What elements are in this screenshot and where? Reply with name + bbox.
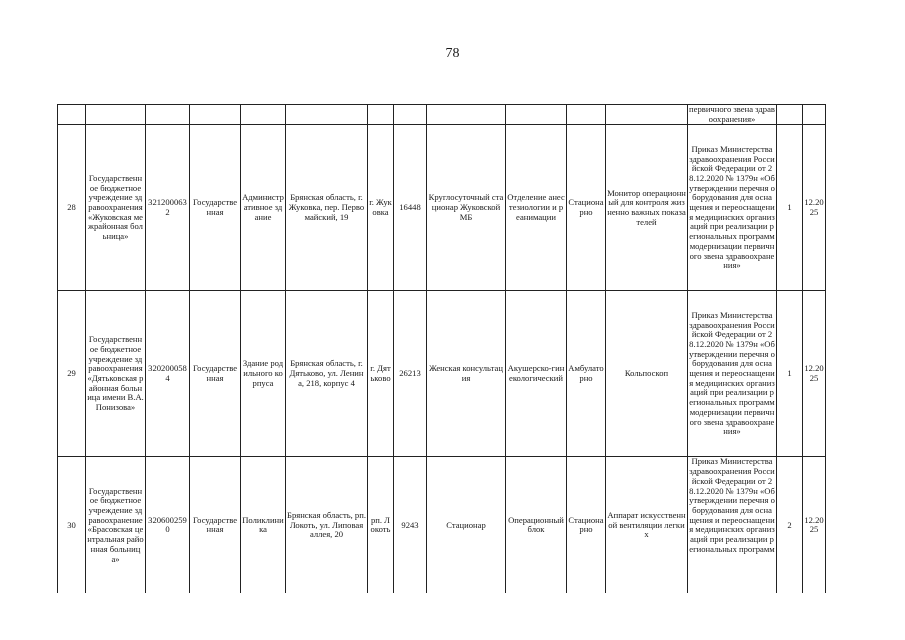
ownership-cell: Государственная	[190, 291, 241, 457]
oktmo-cell: 9243	[394, 457, 427, 594]
unit-cell: Круглосуточный стационар Жуковской МБ	[427, 125, 506, 291]
table-row	[58, 291, 826, 457]
code-cell: 3212000632	[146, 125, 190, 291]
page-number: 78	[445, 46, 460, 61]
building-cell: Поликлиника	[241, 457, 286, 594]
equipment-cell: Аппарат искусственной вентиляции легких	[606, 457, 688, 594]
oktmo-cell: 26213	[394, 291, 427, 457]
building-cell: Здание родильного корпуса	[241, 291, 286, 457]
quantity-cell: 1	[777, 125, 803, 291]
unit-cell: Женская консультация	[427, 291, 506, 457]
code-cell: 3206002590	[146, 457, 190, 594]
carry-over-row	[58, 105, 826, 125]
address-cell: Брянская область, г. Дятьково, ул. Ленина, 218, корпус 4	[286, 291, 368, 457]
address-cell: Брянская область, рп. Локоть, ул. Липовая аллея, 20	[286, 457, 368, 594]
date-cell: 12.2025	[803, 457, 826, 594]
organization-cell: Государственное бюджетное учреждение здравоохранения «Дятьковская районная больница имени В.А. Понизова»	[86, 291, 146, 457]
order-cell: Приказ Министерства здравоохранения Российской Федерации от 28.12.2020 № 1379н «Об утверждении перечня оборудования для оснащения и переоснащения медицинских организаций при реализации региональных программ модернизации первичного звена здравоохранения»	[688, 125, 777, 291]
care-type-cell: Амбулаторно	[567, 291, 606, 457]
row-number: 30	[58, 457, 86, 594]
equipment-cell: Кольпоскоп	[606, 291, 688, 457]
equipment-registry-table	[57, 104, 826, 593]
quantity-cell: 2	[777, 457, 803, 594]
row-number: 28	[58, 125, 86, 291]
locality-cell: г. Дятьково	[368, 291, 394, 457]
department-cell: Отделение анестезиологии и реанимации	[506, 125, 567, 291]
locality-cell: рп. Локоть	[368, 457, 394, 594]
table-row	[58, 457, 826, 594]
row-number: 29	[58, 291, 86, 457]
date-cell: 12.2025	[803, 125, 826, 291]
order-cell: Приказ Министерства здравоохранения Российской Федерации от 28.12.2020 № 1379н «Об утверждении перечня оборудования для оснащения и переоснащения медицинских организаций при реализации региональных программ модернизации первичного звена здравоохранения»	[688, 291, 777, 457]
locality-cell: г. Жуковка	[368, 125, 394, 291]
quantity-cell: 1	[777, 291, 803, 457]
order-cell: первичного звена здравоохранения»	[689, 104, 775, 124]
date-cell: 12.2025	[803, 291, 826, 457]
department-cell: Акушерско-гинекологический	[506, 291, 567, 457]
ownership-cell: Государственная	[190, 125, 241, 291]
organization-cell: Государственное бюджетное учреждение здравоохранения «Жуковская межрайонная больница»	[86, 125, 146, 291]
building-cell: Административное здание	[241, 125, 286, 291]
order-cell: Приказ Министерства здравоохранения Российской Федерации от 28.12.2020 № 1379н «Об утверждении перечня оборудования для оснащения и переоснащения медицинских организаций при реализации региональных программ	[688, 457, 777, 594]
care-type-cell: Стационарно	[567, 125, 606, 291]
equipment-cell: Монитор операционный для контроля жизненно важных показателей	[606, 125, 688, 291]
ownership-cell: Государственная	[190, 457, 241, 594]
unit-cell: Стационар	[427, 457, 506, 594]
address-cell: Брянская область, г. Жуковка, пер. Первомайский, 19	[286, 125, 368, 291]
oktmo-cell: 16448	[394, 125, 427, 291]
table-row	[58, 125, 826, 291]
organization-cell: Государственное бюджетное учреждение здравоохранение «Брасовская центральная районная больница»	[86, 457, 146, 594]
department-cell: Операционный блок	[506, 457, 567, 594]
code-cell: 3202000584	[146, 291, 190, 457]
care-type-cell: Стационарно	[567, 457, 606, 594]
